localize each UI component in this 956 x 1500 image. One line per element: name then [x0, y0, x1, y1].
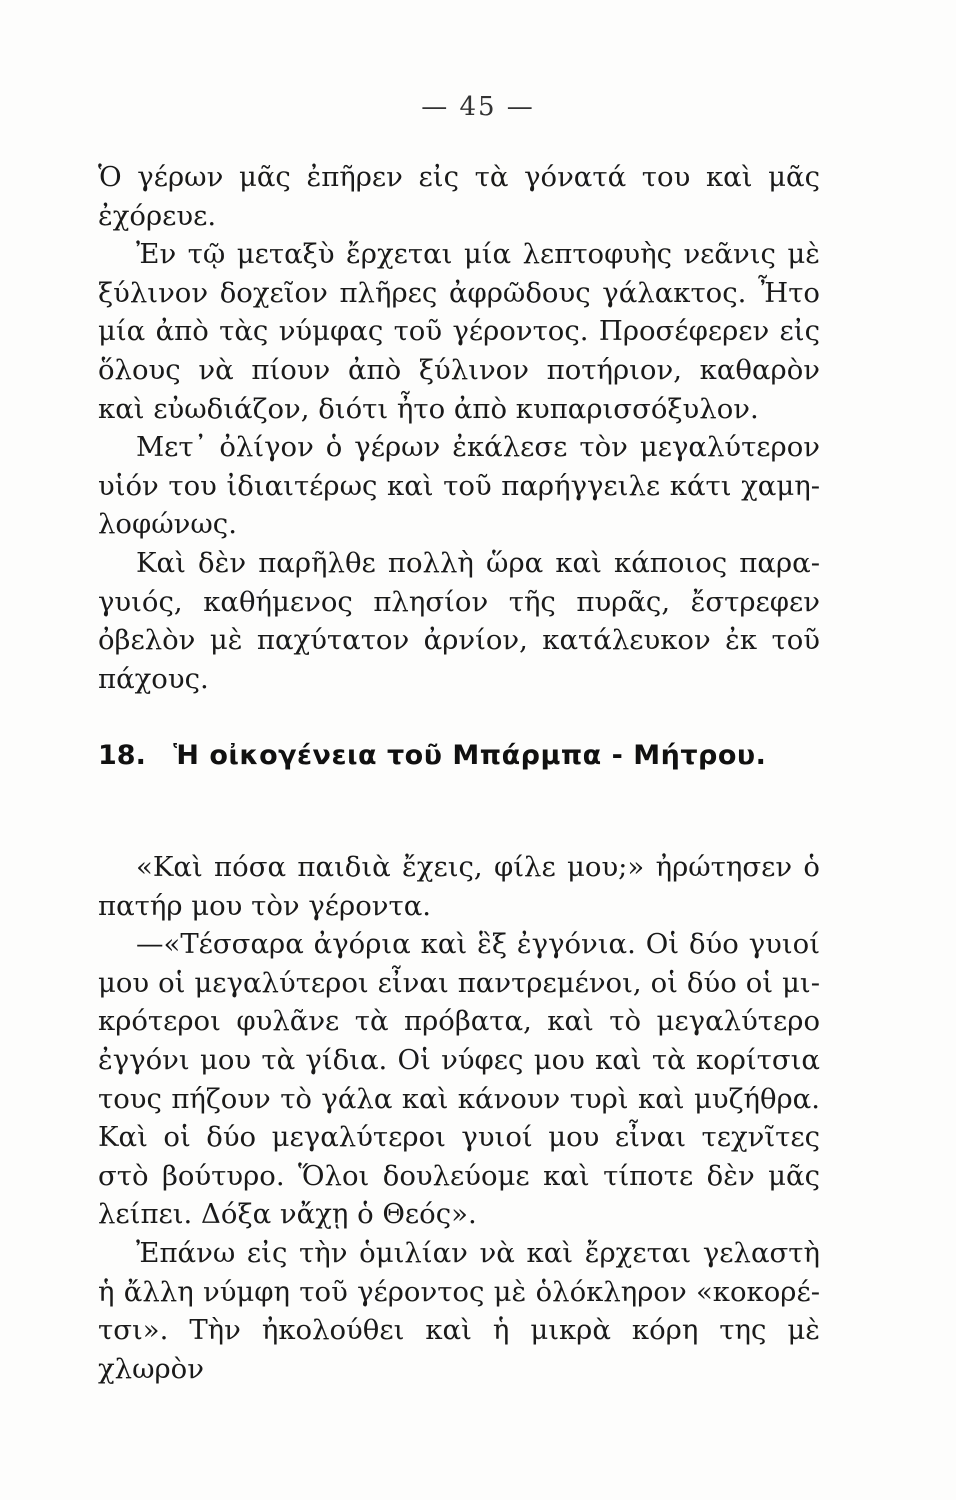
text-block-top [98, 158, 820, 698]
chapter-title: Ἡ οἰκογένεια τοῦ Μπάρμπα - Μήτρου. [173, 740, 767, 771]
page-number: — 45 — [421, 92, 535, 122]
paragraph: Ἐν τῷ μεταξὺ ἔρχεται μία λεπτοφυὴς νεᾶνις μὲ ξύλινον δοχεῖον πλῆρες ἀφρῶδους γάλακτος. Ἦτο μία ἀπὸ τὰς νύμφας τοῦ γέροντος. Προσέφερεν εἰς ὅλους νὰ πίουν ἀπὸ ξύλινον ποτήριον, καθαρὸν καὶ εὐωδιάζον, διότι ἦτο ἀπὸ κυπαρισσόξυλον. [98, 238, 820, 425]
paragraph: «Καὶ πόσα παιδιὰ ἔχεις, φίλε μου;» ἠρώτησεν ὁ πατήρ μου τὸν γέροντα. [98, 851, 820, 922]
paragraph: —«Τέσσαρα ἀγόρια καὶ ἓξ ἐγγόνια. Οἱ δύο γυιοί μου οἱ μεγαλύτεροι εἶναι παντρεμένοι, οἱ δύο οἱ μικρότεροι φυλᾶνε τὰ πρόβατα, καὶ τὸ μεγαλύτερο ἐγγόνι μου τὰ γίδια. Οἱ νύφες μου καὶ τὰ κορίτσια τους πήζουν τὸ γάλα καὶ κάνουν τυρὶ καὶ μυζήθρα. Καὶ οἱ δύο μεγαλύτεροι γυιοί μου εἶναι τεχνῖτες στὸ βούτυρο. Ὅλοι δουλεύομε καὶ τίποτε δὲν μᾶς λείπει. Δόξα νἄχῃ ὁ Θεός». [98, 928, 820, 1231]
paragraph: Καὶ δὲν παρῆλθε πολλὴ ὥρα καὶ κάποιος παραγυιός, καθήμενος πλησίον τῆς πυρᾶς, ἔστρεφεν ὀβελὸν μὲ παχύτατον ἀρνίον, κατάλευκον ἐκ τοῦ πάχους. [98, 546, 820, 695]
chapter-number: 18. [98, 740, 146, 771]
paragraph: Ἐπάνω εἰς τὴν ὁμιλίαν νὰ καὶ ἔρχεται γελαστὴ ἡ ἄλλη νύμφη τοῦ γέροντος μὲ ὁλόκληρον «κοκορέτσι». Τὴν ἠκολούθει καὶ ἡ μικρὰ κόρη της μὲ χλωρὸν [98, 1236, 820, 1385]
chapter-heading [98, 740, 820, 784]
text-block-bottom [98, 848, 820, 1388]
paragraph: Μετ᾽ ὀλίγον ὁ γέρων ἐκάλεσε τὸν μεγαλύτερον υἱόν του ἰδιαιτέρως καὶ τοῦ παρήγγειλε κάτι χαμηλοφώνως. [98, 431, 820, 541]
paragraph: Ὁ γέρων μᾶς ἐπῆρεν εἰς τὰ γόνατά του καὶ μᾶς ἐχόρευε. [98, 161, 820, 232]
